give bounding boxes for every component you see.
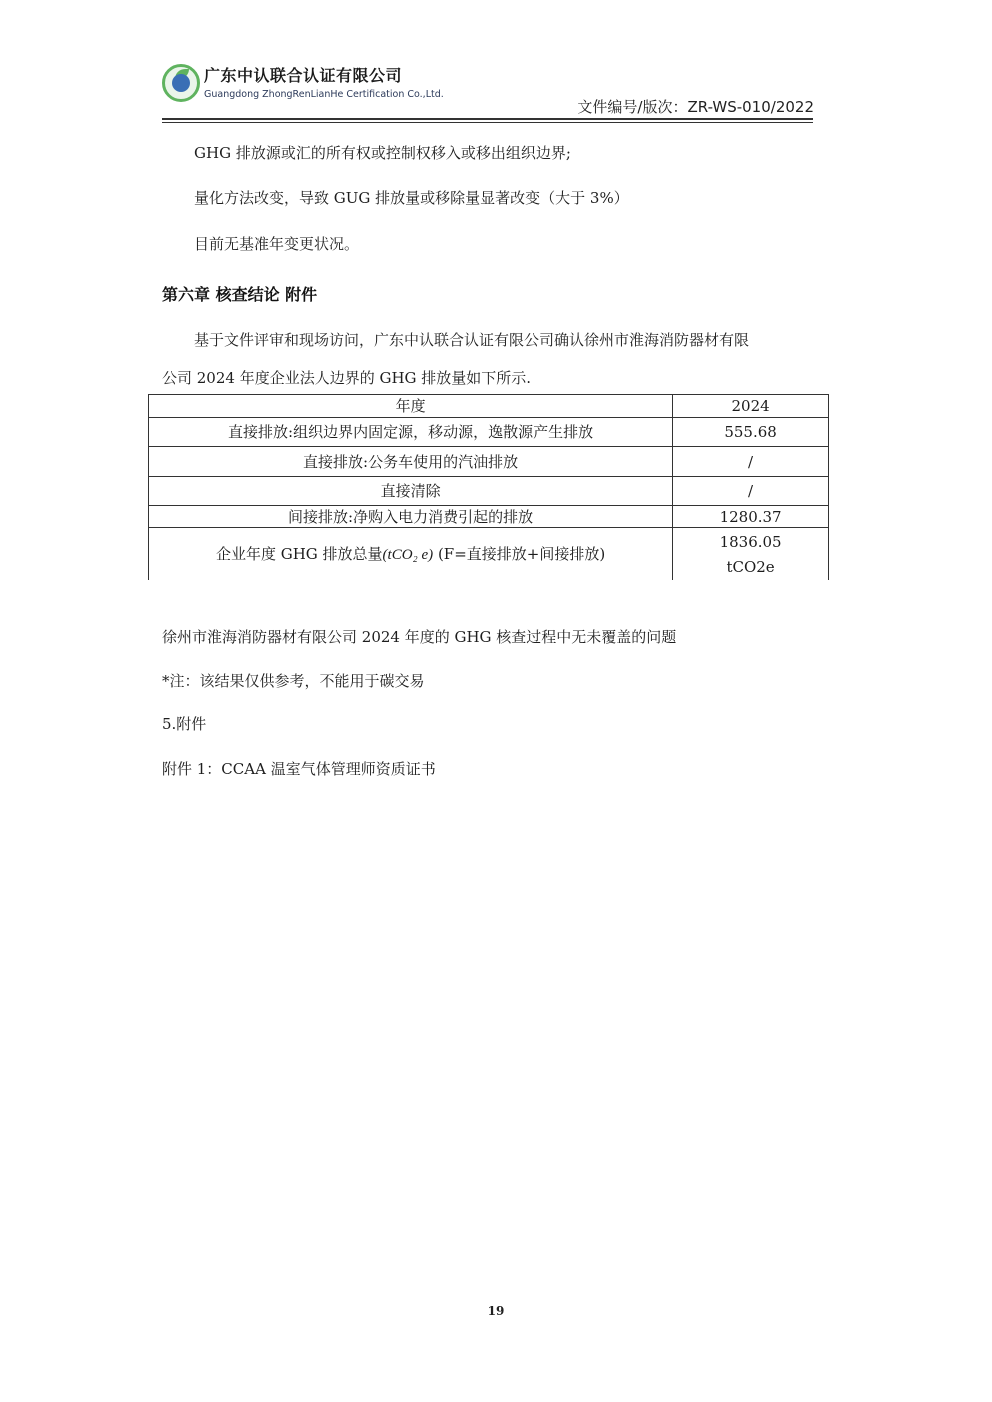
total-label-suffix: (F=直接排放+间接排放)	[433, 544, 606, 563]
section-5-title: 5.附件	[162, 715, 207, 733]
company-logo-icon	[162, 64, 200, 102]
row-label: 直接排放:组织边界内固定源，移动源，逸散源产生排放	[149, 418, 673, 447]
row-label: 直接排放:公务车使用的汽油排放	[149, 447, 673, 477]
body-line-2: 量化方法改变，导致 GUG 排放量或移除量显著改变（大于 3%）	[194, 189, 629, 207]
row-value: 555.68	[673, 418, 829, 447]
logo-core-icon	[172, 74, 190, 92]
header-rule-thick	[162, 118, 813, 120]
chapter-heading: 第六章 核查结论 附件	[162, 285, 318, 304]
attachment-1: 附件 1：CCAA 温室气体管理师资质证书	[162, 760, 436, 778]
intro-line-1: 基于文件评审和现场访问，广东中认联合认证有限公司确认徐州市淮海消防器材有限	[194, 331, 750, 349]
row-value: /	[673, 447, 829, 477]
total-value-unit: tCO2e	[726, 557, 775, 576]
page-header	[0, 0, 992, 130]
intro-line-2: 公司 2024 年度企业法人边界的 GHG 排放量如下所示.	[162, 369, 532, 387]
table-header-row	[149, 395, 829, 418]
total-value-number: 1836.05	[719, 532, 782, 551]
table-row	[149, 447, 829, 477]
table-header-label: 年度	[149, 395, 673, 418]
table-total-row	[149, 528, 829, 581]
table-row	[149, 506, 829, 528]
header-rule-thin	[162, 122, 813, 123]
body-line-3: 目前无基准年变更状况。	[194, 235, 360, 253]
after-line-1: 徐州市淮海消防器材有限公司 2024 年度的 GHG 核查过程中无未覆盖的问题	[162, 628, 677, 646]
company-name-en: Guangdong ZhongRenLianHe Certification Co.,Ltd.	[204, 89, 444, 100]
emissions-table	[148, 394, 829, 580]
page-number: 19	[487, 1304, 505, 1318]
total-label-prefix: 企业年度 GHG 排放总量	[215, 544, 383, 563]
document-number: 文件编号/版次：ZR-WS-010/2022	[577, 98, 814, 116]
row-value: 1280.37	[673, 506, 829, 528]
row-value: /	[673, 477, 829, 506]
row-label: 直接清除	[149, 477, 673, 506]
table-header-year: 2024	[673, 395, 829, 418]
note-line: *注：该结果仅供参考，不能用于碳交易	[162, 672, 425, 690]
total-label-unit: (tCO₂ e)	[382, 546, 434, 563]
total-label	[149, 528, 673, 581]
row-label: 间接排放:净购入电力消费引起的排放	[149, 506, 673, 528]
company-name-cn: 广东中认联合认证有限公司	[204, 66, 403, 85]
table-row	[149, 418, 829, 447]
body-line-1: GHG 排放源或汇的所有权或控制权移入或移出组织边界;	[194, 144, 571, 162]
total-value	[673, 528, 829, 581]
table-row	[149, 477, 829, 506]
